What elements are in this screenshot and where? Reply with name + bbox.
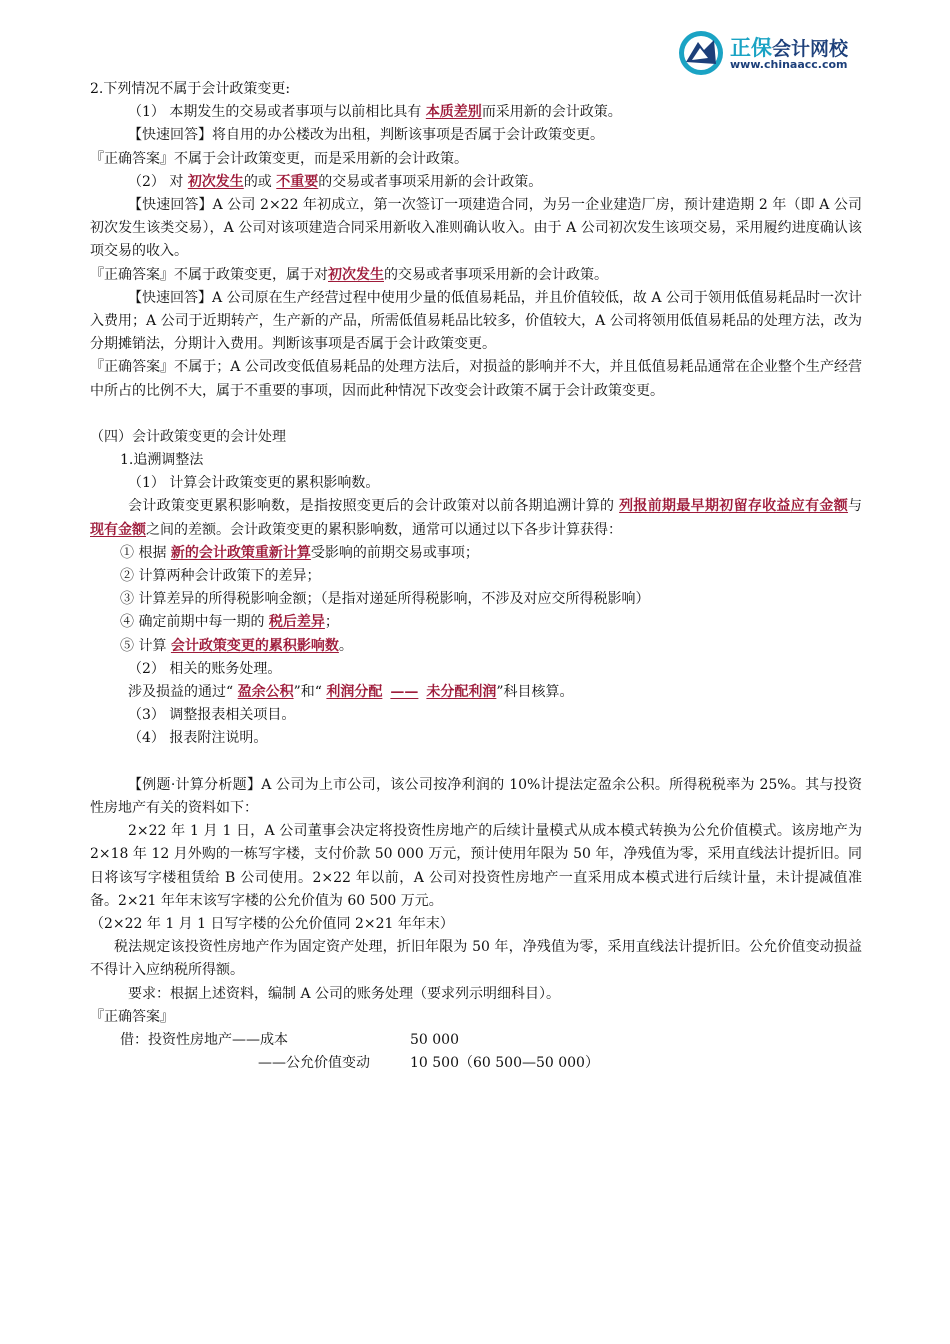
accounting-note <box>90 681 862 704</box>
sub-step-4-tail: ； <box>324 614 339 631</box>
sub-step-5-text: ⑤ 计算 <box>120 637 171 654</box>
section-4-title: （四）会计政策变更的会计处理 <box>90 428 286 445</box>
quick-question-3: 【快速回答】A 公司原在生产经营过程中使用少量的低值易耗品，并且价值较低，故 A 公司于领用低值易耗品时一次计入费用；A 公司于近期转产，生产新的产品，所需低值易耗品比较多，价值较大，A 公司将领用低值易耗品的处理方法，改为分期摊销法，分期计入费用。判断该事项是否属于会计政策变更。 <box>90 289 862 353</box>
sub-step-1-text: ① 根据 <box>120 544 171 561</box>
journal-line-1-amount: 50 000 <box>410 1031 459 1048</box>
accounting-keyword-3: 未分配利润 <box>426 684 497 701</box>
sub-step-2: ② 计算两种会计政策下的差异； <box>120 568 321 585</box>
accounting-keyword-1: 盈余公积 <box>237 684 294 701</box>
logo-brand: 正保 <box>730 36 772 60</box>
definition-text: 会计政策变更累积影响数，是指按照变更后的会计政策对以前各期追溯计算的 <box>128 498 620 515</box>
case-2-text: （2） 对 <box>128 173 188 190</box>
sub-step-1-tail: 受影响的前期交易或事项； <box>310 544 479 561</box>
definition-keyword-1: 列报前期最早期初留存收益应有金额 <box>619 498 849 515</box>
definition-tail: 之间的差额。会计政策变更的累积影响数，通常可以通过以下各步计算获得： <box>146 521 622 538</box>
accounting-keyword-dash: —— <box>390 684 419 701</box>
accounting-note-mid: ”和“ <box>293 684 327 701</box>
journal-line-2-amount: 10 500（60 500—50 000） <box>410 1055 599 1072</box>
logo-url: www.chinaacc.com <box>730 58 848 71</box>
journal-line-1 <box>90 1029 862 1052</box>
sub-step-1-keyword: 新的会计政策重新计算 <box>170 544 311 561</box>
answer-2-keyword: 初次发生 <box>328 266 384 283</box>
logo-emblem-icon <box>678 30 724 76</box>
case-1-tail: 而采用新的会计政策。 <box>481 104 622 121</box>
accounting-note-text: 涉及损益的通过“ <box>128 684 238 701</box>
journal-line-1-account: 借：投资性房地产——成本 <box>120 1031 288 1048</box>
sub-step-5-tail: 。 <box>338 637 353 654</box>
case-2-tail: 的交易或者事项采用新的会计政策。 <box>318 173 543 190</box>
case-1-text: （1） 本期发生的交易或者事项与以前相比具有 <box>128 104 426 121</box>
definition-mid: 与 <box>848 498 863 515</box>
sub-step-4-text: ④ 确定前期中每一期的 <box>120 614 269 631</box>
step-4: （4） 报表附注说明。 <box>128 730 268 747</box>
answer-2-text: 『正确答案』不属于政策变更，属于对 <box>90 266 328 283</box>
answer-2-tail: 的交易或者事项采用新的会计政策。 <box>384 266 608 283</box>
case-2 <box>90 171 862 194</box>
journal-line-2-account: ——公允价值变动 <box>258 1055 370 1072</box>
answer-2 <box>90 264 862 287</box>
answer-label: 『正确答案』 <box>90 1008 174 1025</box>
quick-question-2: 【快速回答】A 公司 2×22 年初成立，第一次签订一项建造合同，为另一企业建造厂房，预计建造期 2 年（即 A 公司初次发生该类交易），A 公司对该项建造合同采用新收入准则确认收入。由于 A 公司初次发生该项交易，采用履约进度确认该项交易的收入。 <box>90 197 862 260</box>
clipped-line-fragment <box>88 60 208 68</box>
journal-line-2 <box>90 1052 862 1075</box>
answer-3: 『正确答案』不属于；A 公司改变低值易耗品的处理方法后，对损益的影响并不大，并且低值易耗品通常在企业整个生产经营中所占的比例不大，属于不重要的事项，因而此种情况下改变会计政策不属于会计政策变更。 <box>90 359 862 399</box>
example-note: （2×22 年 1 月 1 日写字楼的公允价值同 2×21 年年末） <box>90 915 454 932</box>
chinaacc-logo <box>678 28 878 78</box>
logo-subtitle: 会计网校 <box>772 38 849 60</box>
example-intro: 【例题·计算分析题】A 公司为上市公司，该公司按净利润的 10%计提法定盈余公积。所得税税率为 25%。其与投资性房地产有关的资料如下： <box>90 776 862 816</box>
sub-step-4-keyword: 税后差异 <box>268 614 325 631</box>
sub-step-5 <box>90 635 862 658</box>
section-2-title: 2.下列情况不属于会计政策变更: <box>90 81 291 97</box>
accounting-note-tail: ”科目核算。 <box>496 684 574 701</box>
example-body: 2×22 年 1 月 1 日，A 公司董事会决定将投资性房地产的后续计量模式从成本模式转换为公允价值模式。该房地产为 2×18 年 12 月外购的一栋写字楼，支付价款 50 000 万元，预计使用年限为 50 年，净残值为零，采用直线法计提折旧。同日将该写字楼租赁给 B 公司使用。2×22 年以前，A 公司对投资性房地产一直采用成本模式进行后续计量，未计提减值准备。2×21 年年末该写字楼的公允价值为 60 500 万元。 <box>90 823 862 909</box>
step-1: （1） 计算会计政策变更的累积影响数。 <box>128 475 380 492</box>
definition-keyword-2: 现有金额 <box>90 521 146 538</box>
quick-question-1: 【快速回答】将自用的办公楼改为出租，判断该事项是否属于会计政策变更。 <box>128 127 604 144</box>
case-1 <box>90 101 862 124</box>
sub-step-1 <box>90 542 862 565</box>
sub-step-4 <box>90 611 862 634</box>
case-1-keyword: 本质差别 <box>425 104 482 121</box>
method-1-title: 1.追溯调整法 <box>120 452 204 469</box>
accounting-keyword-2: 利润分配 <box>326 684 383 701</box>
answer-1: 『正确答案』不属于会计政策变更，而是采用新的会计政策。 <box>90 150 468 167</box>
case-2-keyword-2: 不重要 <box>276 173 319 190</box>
example-requirement: 要求：根据上述资料，编制 A 公司的账务处理（要求列示明细科目）。 <box>128 985 561 1002</box>
case-2-keyword-1: 初次发生 <box>187 173 244 190</box>
step-3: （3） 调整报表相关项目。 <box>128 707 296 724</box>
example-tax-rule: 税法规定该投资性房地产作为固定资产处理，折旧年限为 50 年，净残值为零，采用直线法计提折旧。公允价值变动损益不得计入应纳税所得额。 <box>90 939 862 979</box>
sub-step-5-keyword: 会计政策变更的累积影响数 <box>170 637 339 654</box>
document-body <box>90 78 862 1075</box>
sub-step-3: ③ 计算差异的所得税影响金额；（是指对递延所得税影响，不涉及对应交所得税影响） <box>120 591 650 608</box>
step-2: （2） 相关的账务处理。 <box>128 660 282 677</box>
definition <box>90 495 862 541</box>
case-2-mid: 的或 <box>243 173 277 190</box>
